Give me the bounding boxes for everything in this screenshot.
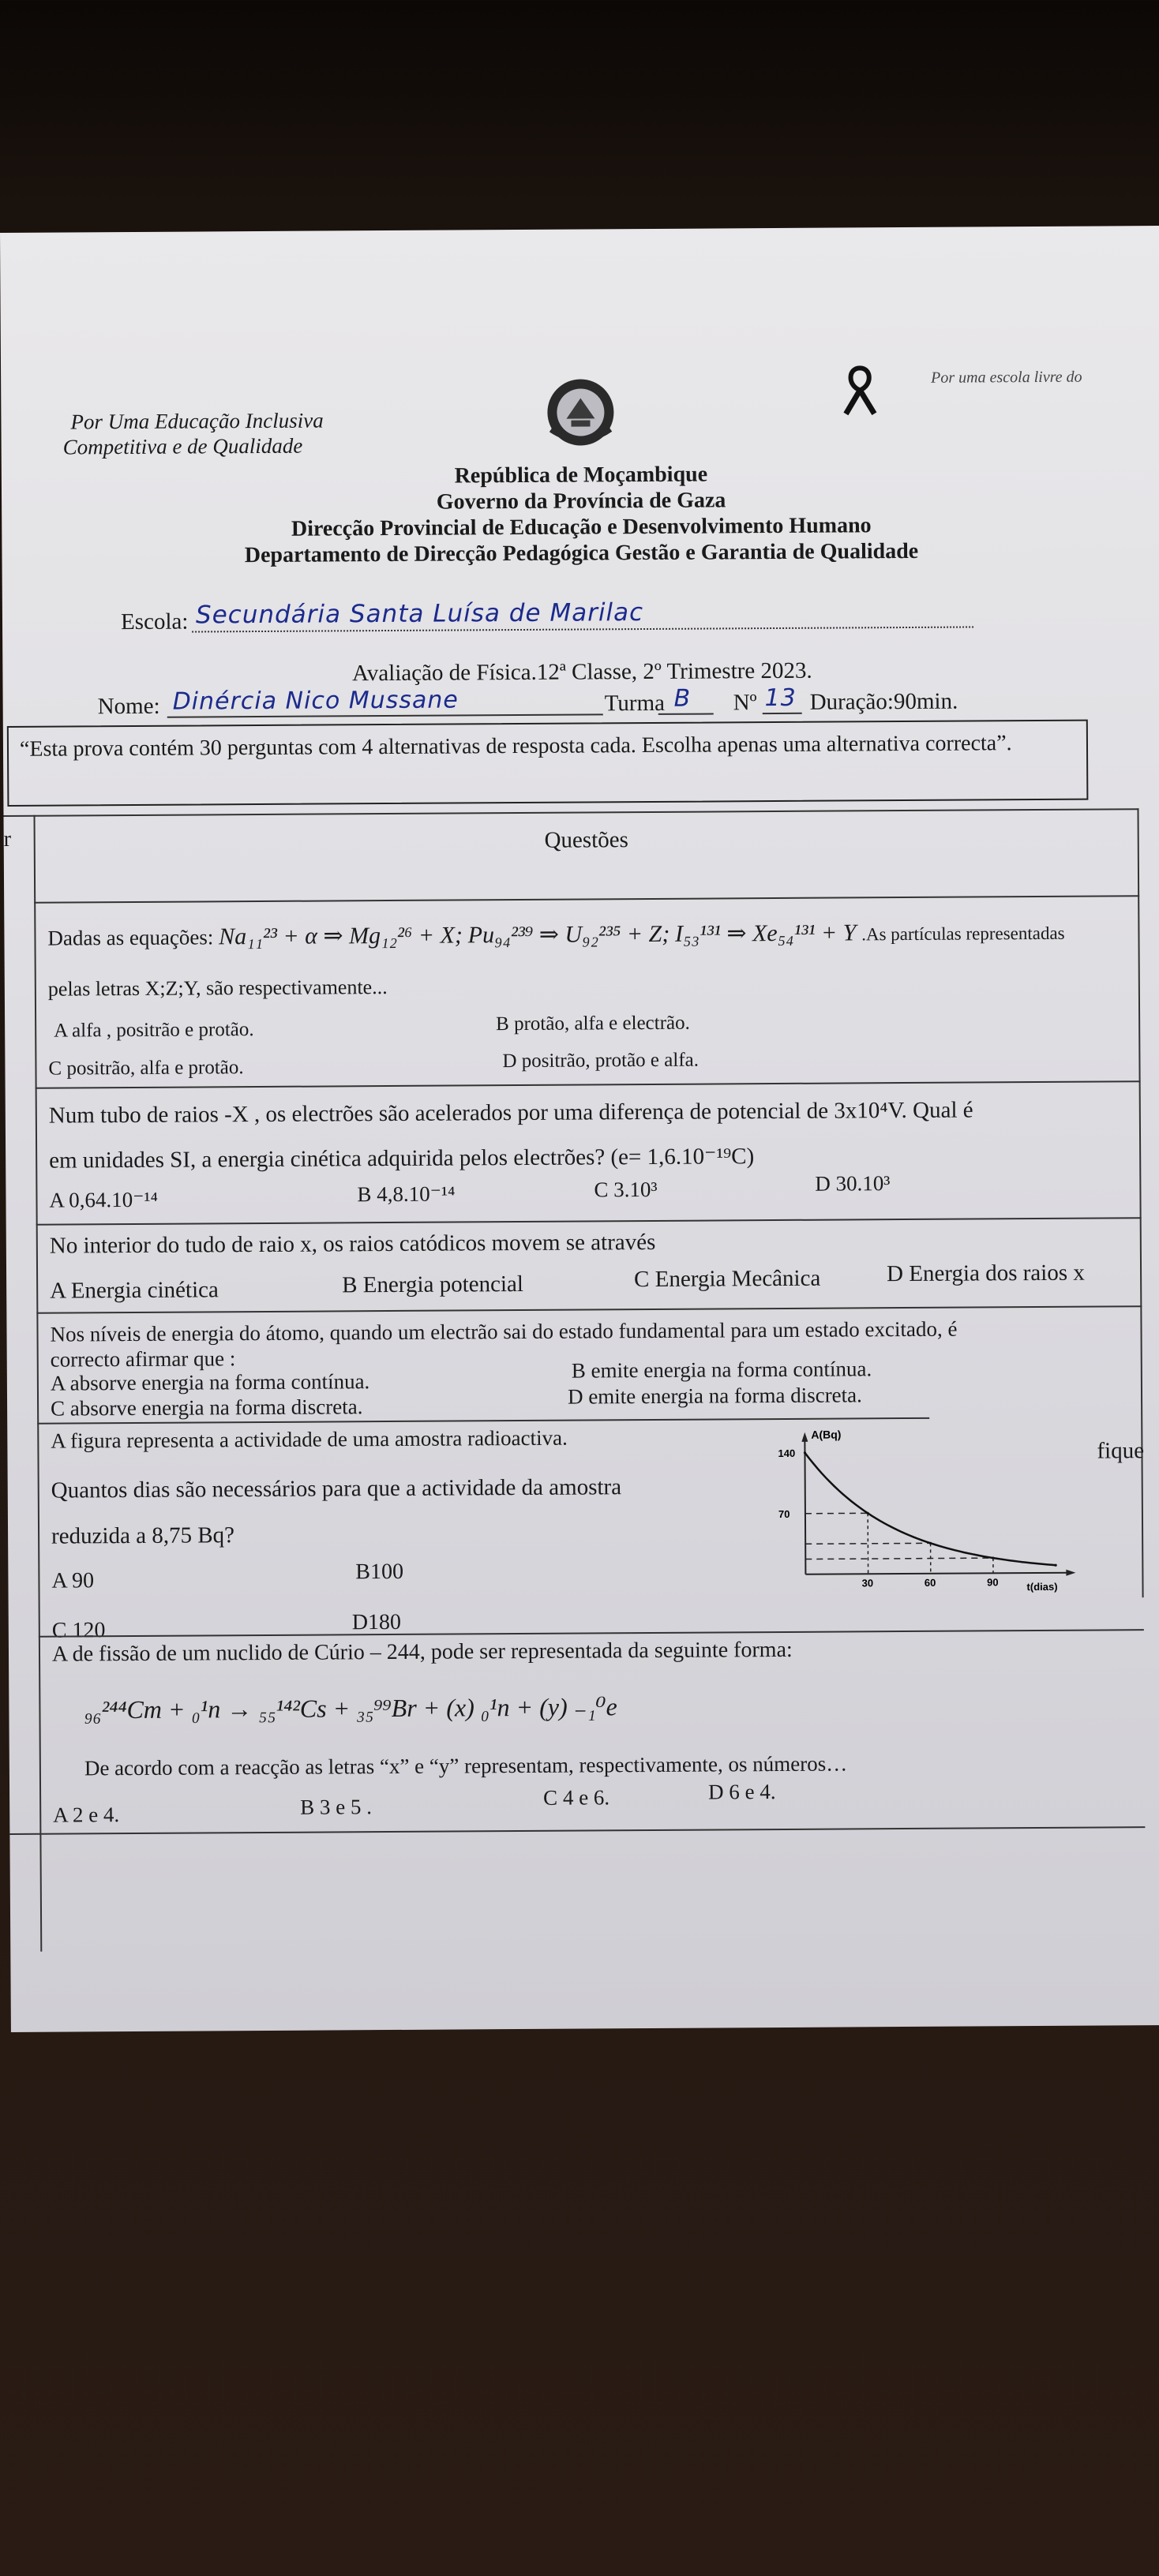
q5-option-b[interactable]: B100 — [355, 1559, 404, 1585]
chart-point-2 — [929, 1542, 932, 1544]
margin-letter: r — [3, 826, 12, 852]
name-handwritten: Dinércia Nico Mussane — [172, 686, 459, 716]
republic-title: República de Moçambique — [454, 462, 708, 489]
q2-line2: em unidades SI, a energia cinética adquirida pelos electrões? (e= 1,6.10⁻¹⁹C) — [49, 1144, 755, 1174]
chart-point-1 — [867, 1512, 869, 1515]
q3-option-b[interactable]: B Energia potencial — [342, 1271, 524, 1298]
chart-xtick-90: 90 — [987, 1576, 999, 1589]
q3-option-a[interactable]: A Energia cinética — [50, 1277, 219, 1304]
school-handwritten: Secundária Santa Luísa de Marilac — [195, 598, 644, 630]
exam-paper — [0, 226, 1159, 2032]
q6-option-c[interactable]: C 4 e 6. — [543, 1785, 610, 1810]
q4-option-b[interactable]: B emite energia na forma contínua. — [571, 1357, 872, 1383]
q6-option-d[interactable]: D 6 e 4. — [707, 1780, 776, 1804]
q3-line1: No interior do tudo de raio x, os raios catódicos movem se através — [49, 1229, 656, 1259]
motto-line-1: Por Uma Educação Inclusiva — [70, 408, 324, 434]
chart-decay-curve — [805, 1451, 1056, 1567]
q4-option-d[interactable]: D emite energia na forma discreta. — [567, 1383, 862, 1409]
chart-x-arrow — [1066, 1570, 1075, 1576]
awareness-ribbon-icon — [836, 361, 883, 417]
turma-label: Turma — [604, 690, 666, 717]
chart-point-4 — [1055, 1564, 1057, 1567]
chart-ylabel: A(Bq) — [811, 1428, 842, 1441]
q1-option-a[interactable]: A alfa , positrão e protão. — [54, 1019, 254, 1042]
directorate-title: Direcção Provincial de Educação e Desenvolvimento Humano — [291, 513, 872, 541]
q4-option-a[interactable]: A absorve energia na forma contínua. — [50, 1369, 370, 1395]
turma-handwritten: B — [673, 684, 692, 713]
instructions-text: “Esta prova contém 30 perguntas com 4 alternativas de resposta cada. Escolha apenas uma alternativa correcta”. — [19, 731, 1012, 762]
q1-option-d[interactable]: D positrão, protão e alfa. — [502, 1049, 700, 1073]
number-handwritten: 13 — [764, 683, 797, 713]
q3-option-c[interactable]: C Energia Mecânica — [634, 1265, 821, 1293]
name-label: Nome: — [97, 693, 160, 720]
chart-x-axis — [805, 1573, 1070, 1574]
q5-line2: Quantos dias são necessários para que a actividade da amostra — [51, 1474, 622, 1503]
mozambique-emblem — [542, 374, 619, 451]
questions-table — [4, 808, 1146, 1983]
q2-option-b[interactable]: B 4,8.10⁻¹⁴ — [357, 1181, 456, 1207]
q2-line1: Num tubo de raios -X , os electrões são acelerados por uma diferença de potencial de 3x10⁴V. Qual é — [48, 1097, 973, 1129]
q5-option-a[interactable]: A 90 — [51, 1568, 95, 1593]
chart-point-0 — [804, 1451, 806, 1454]
q2-option-c[interactable]: C 3.10³ — [594, 1177, 658, 1202]
q5-option-c[interactable]: C 120 — [51, 1618, 106, 1643]
q5-option-d[interactable]: D180 — [351, 1609, 402, 1635]
q5-line1: A figura representa a actividade de uma amostra radioactiva. — [51, 1425, 568, 1453]
chart-ytick-140: 140 — [778, 1447, 796, 1460]
chart-y-arrow — [801, 1432, 808, 1442]
chart-xtick-30: 30 — [861, 1577, 874, 1589]
q1-stem: Dadas as equações: Na₁₁²³ + α ⇒ Mg₁₂²⁶ + X; Pu₉₄²³⁹ ⇒ U₉₂²³⁵ + Z; I₅₃¹³¹ ⇒ Xe₅₄¹³¹ + Y .As partículas representadas — [47, 919, 1065, 950]
q3-option-d[interactable]: D Energia dos raios x — [886, 1260, 1085, 1287]
duration: Duração:90min. — [809, 688, 958, 715]
government-title: Governo da Província de Gaza — [436, 488, 726, 515]
top-right-note: Por uma escola livre do — [931, 368, 1082, 387]
assessment-title: Avaliação de Física.12ª Classe, 2º Trimestre 2023. — [351, 657, 812, 687]
number-label: Nº — [733, 690, 757, 716]
q1-option-c[interactable]: C positrão, alfa e protão. — [48, 1057, 244, 1080]
chart-point-3 — [992, 1556, 994, 1559]
q1-option-b[interactable]: B protão, alfa e electrão. — [496, 1012, 690, 1035]
school-label: Escola: — [120, 608, 189, 635]
q2-option-d[interactable]: D 30.10³ — [815, 1171, 891, 1196]
chart-xlabel: t(dias) — [1026, 1580, 1058, 1593]
turma-underline — [658, 713, 714, 714]
q6-equation: ₉₆²⁴⁴Cm + ₀¹n → ₅₅¹⁴²Cs + ₃₅⁹⁹Br + (x) ₀¹n + (y) ₋₁⁰e — [84, 1692, 617, 1724]
table-header: Questões — [544, 827, 628, 853]
number-underline — [763, 713, 802, 714]
q6-option-b[interactable]: B 3 e 5 . — [300, 1795, 373, 1819]
motto-line-2: Competitiva e de Qualidade — [62, 433, 303, 459]
department-title: Departamento de Direcção Pedagógica Gestão e Garantia de Qualidade — [244, 538, 919, 568]
q4-option-c[interactable]: C absorve energia na forma discreta. — [51, 1395, 363, 1421]
q6-option-a[interactable]: A 2 e 4. — [53, 1803, 120, 1827]
chart-ytick-70: 70 — [778, 1507, 790, 1521]
q2-option-a[interactable]: A 0,64.10⁻¹⁴ — [49, 1187, 159, 1212]
q4-line1: Nos níveis de energia do átomo, quando um electrão sai do estado fundamental para um estado excitado, é — [50, 1316, 958, 1346]
chart-guide-h-2 — [805, 1543, 930, 1544]
q1-line2: pelas letras X;Z;Y, são respectivamente... — [47, 975, 388, 1001]
q5-side-word: fique — [1097, 1438, 1145, 1464]
q6-line1: A de fissão de um nuclido de Cúrio – 244, pode ser representada da seguinte forma: — [51, 1637, 793, 1667]
decay-chart — [765, 1422, 1105, 1598]
q5-line3: reduzida a 8,75 Bq? — [51, 1522, 235, 1549]
instructions-box — [7, 720, 1089, 807]
chart-xtick-60: 60 — [924, 1576, 936, 1589]
q6-line2: De acordo com a reacção as letras “x” e “y” representam, respectivamente, os números… — [84, 1751, 848, 1780]
q4-line2: correcto afirmar que : — [50, 1346, 236, 1372]
chart-guide-h-3 — [805, 1558, 993, 1559]
